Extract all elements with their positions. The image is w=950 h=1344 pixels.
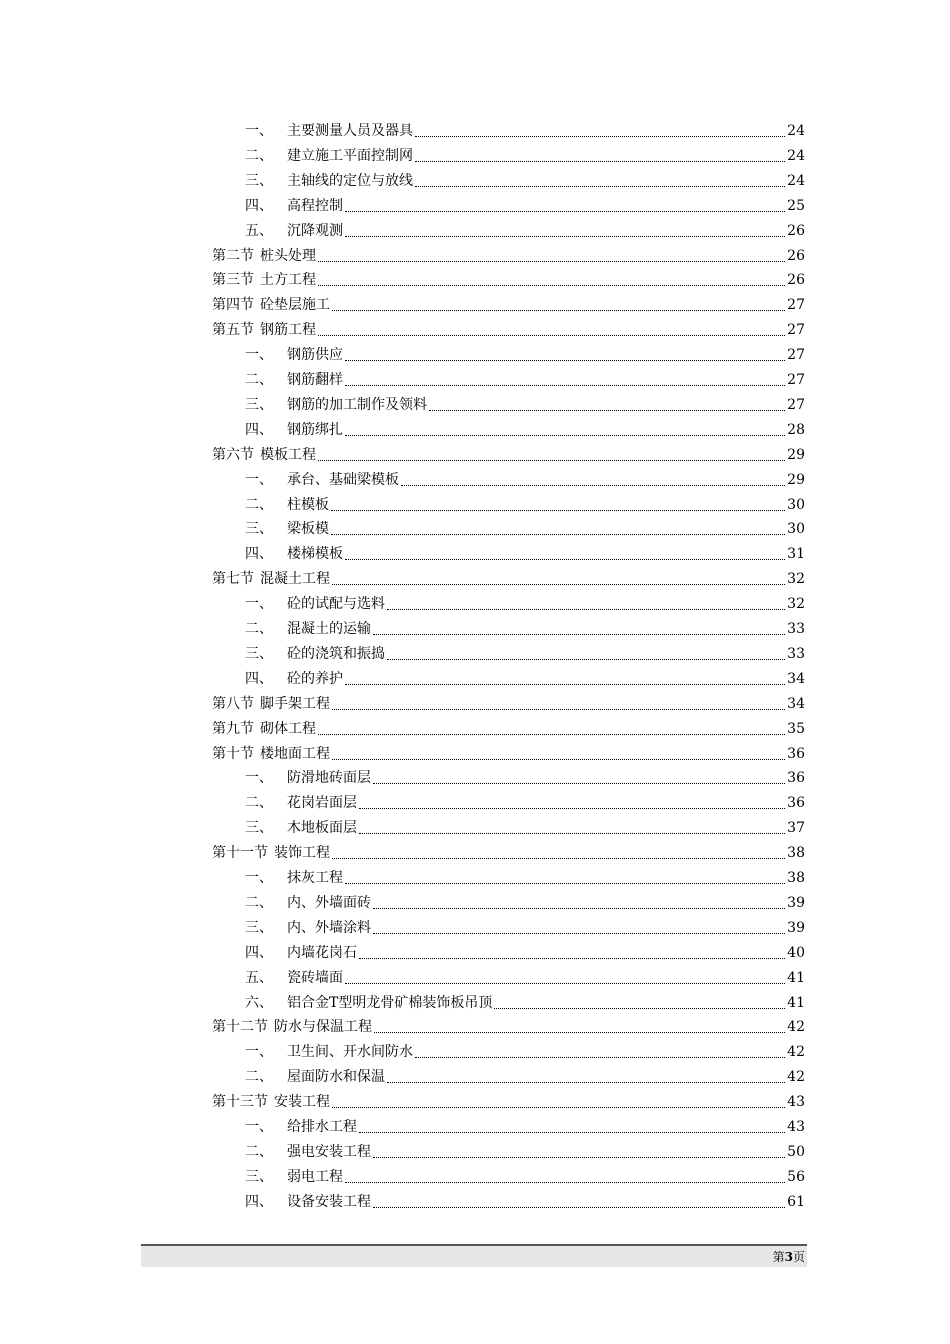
toc-entry-page: 42 — [787, 1019, 805, 1036]
toc-leader-dots — [345, 1181, 785, 1183]
toc-entry[interactable] — [212, 838, 805, 862]
toc-entry[interactable] — [212, 1137, 805, 1161]
toc-entry-title: 木地板面层 — [287, 820, 357, 837]
toc-entry-page: 26 — [787, 272, 805, 289]
toc-leader-dots — [332, 758, 785, 760]
toc-entry[interactable] — [212, 988, 805, 1012]
toc-entry-page: 42 — [787, 1044, 805, 1061]
toc-leader-dots — [332, 857, 785, 859]
toc-entry-number: 第四节 — [212, 297, 254, 314]
toc-leader-dots — [373, 1206, 785, 1208]
toc-entry-page: 33 — [787, 621, 805, 637]
toc-entry-title: 给排水工程 — [287, 1119, 357, 1135]
toc-entry[interactable] — [212, 490, 805, 514]
toc-entry-number: 二、 — [245, 147, 273, 164]
toc-entry-title: 铝合金T型明龙骨矿棉装饰板吊顶 — [287, 994, 493, 1011]
toc-entry-number: 六、 — [245, 994, 273, 1011]
toc-entry-page: 32 — [787, 596, 805, 613]
page-footer — [141, 1244, 807, 1267]
toc-entry-title: 钢筋翻样 — [287, 372, 343, 388]
toc-leader-dots — [359, 1131, 785, 1133]
toc-leader-dots — [345, 210, 785, 212]
toc-entry-page: 38 — [787, 845, 805, 862]
toc-entry-number: 二、 — [245, 372, 273, 388]
toc-entry-title: 钢筋工程 — [260, 322, 316, 339]
toc-entry-title: 防水与保温工程 — [274, 1019, 372, 1036]
toc-entry-number: 第十二节 — [212, 1019, 268, 1036]
toc-entry[interactable] — [212, 589, 805, 613]
toc-entry-title: 主要测量人员及器具 — [287, 123, 413, 139]
toc-leader-dots — [332, 708, 785, 710]
toc-entry-number: 一、 — [245, 471, 273, 488]
toc-entry-title: 混凝土的运输 — [287, 621, 371, 637]
toc-entry-title: 屋面防水和保温 — [287, 1069, 385, 1086]
toc-entry-title: 内、外墙涂料 — [287, 919, 371, 936]
toc-entry-title: 沉降观测 — [287, 222, 343, 239]
toc-leader-dots — [331, 509, 785, 511]
toc-entry-page: 56 — [787, 1168, 805, 1185]
toc-entry-title: 卫生间、开水间防水 — [287, 1044, 413, 1061]
toc-leader-dots — [415, 185, 785, 187]
toc-entry-page: 40 — [787, 944, 805, 961]
toc-entry-title: 梁板模 — [287, 521, 329, 538]
page-number-label: 第3页 — [772, 1250, 805, 1264]
toc-entry-title: 钢筋绑扎 — [287, 421, 343, 438]
toc-entry-page: 27 — [787, 396, 805, 413]
toc-entry-number: 一、 — [245, 596, 273, 613]
toc-entry[interactable] — [212, 1087, 805, 1111]
toc-entry-page: 26 — [787, 247, 805, 264]
toc-entry-number: 二、 — [245, 795, 273, 812]
toc-leader-dots — [332, 309, 785, 311]
toc-leader-dots — [415, 135, 785, 137]
toc-entry[interactable] — [212, 739, 805, 763]
toc-leader-dots — [387, 658, 785, 660]
toc-entry[interactable] — [212, 788, 805, 812]
toc-entry-title: 土方工程 — [260, 272, 316, 289]
toc-leader-dots — [318, 334, 785, 336]
toc-entry-title: 模板工程 — [260, 446, 316, 463]
toc-leader-dots — [332, 1106, 785, 1108]
toc-entry[interactable] — [212, 1062, 805, 1086]
toc-leader-dots — [345, 359, 785, 361]
toc-leader-dots — [359, 807, 785, 809]
toc-entry-number: 第八节 — [212, 695, 254, 712]
toc-entry-number: 二、 — [245, 621, 273, 637]
toc-entry-number: 一、 — [245, 1119, 273, 1135]
toc-entry-title: 高程控制 — [287, 197, 343, 214]
toc-entry-number: 第七节 — [212, 571, 254, 588]
toc-entry[interactable] — [212, 614, 805, 638]
toc-entry[interactable] — [212, 639, 805, 663]
toc-entry-title: 混凝土工程 — [260, 571, 330, 588]
toc-entry-page: 38 — [787, 870, 805, 886]
toc-entry-title: 设备安装工程 — [287, 1193, 371, 1210]
toc-entry-title: 钢筋供应 — [287, 347, 343, 364]
toc-leader-dots — [345, 882, 785, 884]
toc-leader-dots — [387, 608, 785, 610]
toc-leader-dots — [318, 284, 785, 286]
toc-entry-page: 24 — [787, 172, 805, 189]
toc-entry[interactable] — [212, 141, 805, 165]
toc-entry[interactable] — [212, 664, 805, 688]
toc-entry-page: 30 — [787, 496, 805, 513]
toc-entry[interactable] — [212, 913, 805, 937]
toc-leader-dots — [345, 434, 785, 436]
toc-entry[interactable] — [212, 963, 805, 987]
toc-leader-dots — [359, 957, 785, 959]
toc-entry[interactable] — [212, 714, 805, 738]
toc-entry-number: 三、 — [245, 521, 273, 538]
toc-entry-page: 25 — [787, 197, 805, 214]
toc-leader-dots — [332, 583, 785, 585]
toc-leader-dots — [345, 982, 785, 984]
toc-entry-page: 27 — [787, 372, 805, 388]
toc-entry-number: 二、 — [245, 496, 273, 513]
toc-entry-page: 32 — [787, 571, 805, 588]
toc-entry-title: 砼垫层施工 — [260, 297, 330, 314]
toc-entry-page: 27 — [787, 347, 805, 364]
toc-entry-number: 一、 — [245, 123, 273, 139]
toc-entry-page: 28 — [787, 421, 805, 438]
toc-entry-page: 41 — [787, 969, 805, 986]
toc-entry-number: 第十三节 — [212, 1094, 268, 1111]
toc-entry-page: 37 — [787, 820, 805, 837]
toc-entry-page: 33 — [787, 645, 805, 662]
toc-entry-number: 第二节 — [212, 247, 254, 264]
toc-entry[interactable] — [212, 216, 805, 240]
toc-entry[interactable] — [212, 763, 805, 787]
toc-entry[interactable] — [212, 290, 805, 314]
toc-entry-page: 61 — [787, 1193, 805, 1210]
toc-entry-number: 第五节 — [212, 322, 254, 339]
toc-entry[interactable] — [212, 1012, 805, 1036]
toc-leader-dots — [415, 1056, 785, 1058]
toc-entry-title: 防滑地砖面层 — [287, 770, 371, 787]
toc-entry-title: 装饰工程 — [274, 845, 330, 862]
toc-entry[interactable] — [212, 863, 805, 887]
toc-entry-number: 三、 — [245, 1168, 273, 1185]
toc-entry[interactable] — [212, 365, 805, 389]
toc-entry-title: 弱电工程 — [287, 1168, 343, 1185]
toc-entry-number: 二、 — [245, 1143, 273, 1160]
toc-entry[interactable] — [212, 1037, 805, 1061]
toc-entry-number: 第九节 — [212, 720, 254, 737]
toc-leader-dots — [374, 1031, 785, 1033]
toc-entry[interactable] — [212, 1162, 805, 1186]
toc-entry-number: 四、 — [245, 670, 273, 687]
toc-entry-page: 41 — [787, 994, 805, 1011]
toc-entry[interactable] — [212, 116, 805, 140]
toc-entry-page: 42 — [787, 1069, 805, 1086]
toc-entry[interactable] — [212, 241, 805, 265]
toc-entry-title: 砌体工程 — [260, 720, 316, 737]
toc-entry-number: 一、 — [245, 347, 273, 364]
toc-entry-title: 柱模板 — [287, 496, 329, 513]
toc-entry[interactable] — [212, 166, 805, 190]
toc-entry[interactable] — [212, 813, 805, 837]
toc-entry-page: 50 — [787, 1143, 805, 1160]
toc-entry-page: 34 — [787, 695, 805, 712]
toc-entry-title: 砼的浇筑和振捣 — [287, 645, 385, 662]
toc-leader-dots — [345, 683, 785, 685]
toc-entry-page: 29 — [787, 471, 805, 488]
toc-entry-number: 四、 — [245, 546, 273, 563]
toc-entry-page: 30 — [787, 521, 805, 538]
toc-entry-title: 强电安装工程 — [287, 1143, 371, 1160]
toc-entry-page: 35 — [787, 720, 805, 737]
toc-entry[interactable] — [212, 1187, 805, 1211]
toc-entry-title: 瓷砖墙面 — [287, 969, 343, 986]
toc-entry-number: 一、 — [245, 1044, 273, 1061]
toc-entry-title: 脚手架工程 — [260, 695, 330, 712]
toc-entry-number: 三、 — [245, 645, 273, 662]
toc-entry[interactable] — [212, 340, 805, 364]
toc-entry-page: 31 — [787, 546, 805, 563]
toc-entry-page: 36 — [787, 745, 805, 762]
toc-entry-number: 四、 — [245, 944, 273, 961]
toc-leader-dots — [373, 907, 785, 909]
toc-entry-page: 27 — [787, 297, 805, 314]
toc-entry-title: 抹灰工程 — [287, 870, 343, 886]
toc-entry[interactable] — [212, 315, 805, 339]
toc-entry-title: 钢筋的加工制作及领料 — [287, 396, 427, 413]
toc-entry-title: 安装工程 — [274, 1094, 330, 1111]
toc-entry[interactable] — [212, 191, 805, 215]
toc-leader-dots — [401, 484, 785, 486]
toc-entry-number: 二、 — [245, 1069, 273, 1086]
toc-leader-dots — [318, 733, 785, 735]
toc-entry-page: 29 — [787, 446, 805, 463]
toc-entry-title: 楼梯模板 — [287, 546, 343, 563]
toc-leader-dots — [331, 533, 785, 535]
toc-leader-dots — [373, 782, 785, 784]
toc-entry-number: 一、 — [245, 770, 273, 787]
toc-entry-title: 内墙花岗石 — [287, 944, 357, 961]
toc-entry-number: 四、 — [245, 421, 273, 438]
toc-leader-dots — [318, 260, 785, 262]
toc-entry-number: 五、 — [245, 969, 273, 986]
toc-entry[interactable] — [212, 888, 805, 912]
toc-entry[interactable] — [212, 415, 805, 439]
toc-entry-page: 24 — [787, 147, 805, 164]
toc-entry-page: 24 — [787, 123, 805, 139]
toc-leader-dots — [415, 160, 785, 162]
toc-entry-page: 39 — [787, 919, 805, 936]
toc-entry-page: 43 — [787, 1119, 805, 1135]
toc-entry-title: 楼地面工程 — [260, 745, 330, 762]
toc-entry-number: 三、 — [245, 172, 273, 189]
toc-entry-number: 三、 — [245, 919, 273, 936]
toc-entry[interactable] — [212, 938, 805, 962]
toc-entry-title: 桩头处理 — [260, 247, 316, 264]
toc-entry[interactable] — [212, 689, 805, 713]
toc-entry[interactable] — [212, 539, 805, 563]
toc-leader-dots — [345, 558, 785, 560]
toc-entry-number: 二、 — [245, 894, 273, 911]
toc-entry-number: 第十节 — [212, 745, 254, 762]
toc-leader-dots — [373, 633, 785, 635]
toc-leader-dots — [359, 832, 785, 834]
toc-entry-page: 26 — [787, 222, 805, 239]
toc-leader-dots — [373, 932, 785, 934]
toc-entry[interactable] — [212, 440, 805, 464]
toc-leader-dots — [494, 1007, 785, 1009]
toc-entry-page: 34 — [787, 670, 805, 687]
toc-entry[interactable] — [212, 265, 805, 289]
toc-entry-page: 27 — [787, 322, 805, 339]
toc-entry-number: 第六节 — [212, 446, 254, 463]
toc-entry-page: 43 — [787, 1094, 805, 1111]
toc-entry-title: 建立施工平面控制网 — [287, 147, 413, 164]
toc-entry-title: 内、外墙面砖 — [287, 894, 371, 911]
toc-entry-number: 三、 — [245, 396, 273, 413]
toc-entry-title: 主轴线的定位与放线 — [287, 172, 413, 189]
toc-entry-number: 第十一节 — [212, 845, 268, 862]
toc-entry-title: 砼的养护 — [287, 670, 343, 687]
toc-entry-number: 三、 — [245, 820, 273, 837]
toc-entry-title: 花岗岩面层 — [287, 795, 357, 812]
toc-entry-number: 五、 — [245, 222, 273, 239]
toc-entry-number: 第三节 — [212, 272, 254, 289]
toc-entry[interactable] — [212, 390, 805, 414]
toc-entry-page: 36 — [787, 795, 805, 812]
toc-entry-number: 四、 — [245, 1193, 273, 1210]
toc-entry-title: 承台、基础梁模板 — [287, 471, 399, 488]
toc-leader-dots — [318, 459, 785, 461]
toc-entry-number: 四、 — [245, 197, 273, 214]
toc-entry[interactable] — [212, 465, 805, 489]
toc-entry-title: 砼的试配与选料 — [287, 596, 385, 613]
toc-entry-number: 一、 — [245, 870, 273, 886]
toc-leader-dots — [345, 235, 785, 237]
toc-entry-page: 39 — [787, 894, 805, 911]
toc-leader-dots — [429, 409, 785, 411]
toc-entry[interactable] — [212, 514, 805, 538]
toc-entry-page: 36 — [787, 770, 805, 787]
toc-leader-dots — [345, 384, 785, 386]
toc-entry[interactable] — [212, 564, 805, 588]
toc-leader-dots — [373, 1156, 785, 1158]
toc-entry[interactable] — [212, 1112, 805, 1136]
toc-leader-dots — [387, 1081, 785, 1083]
